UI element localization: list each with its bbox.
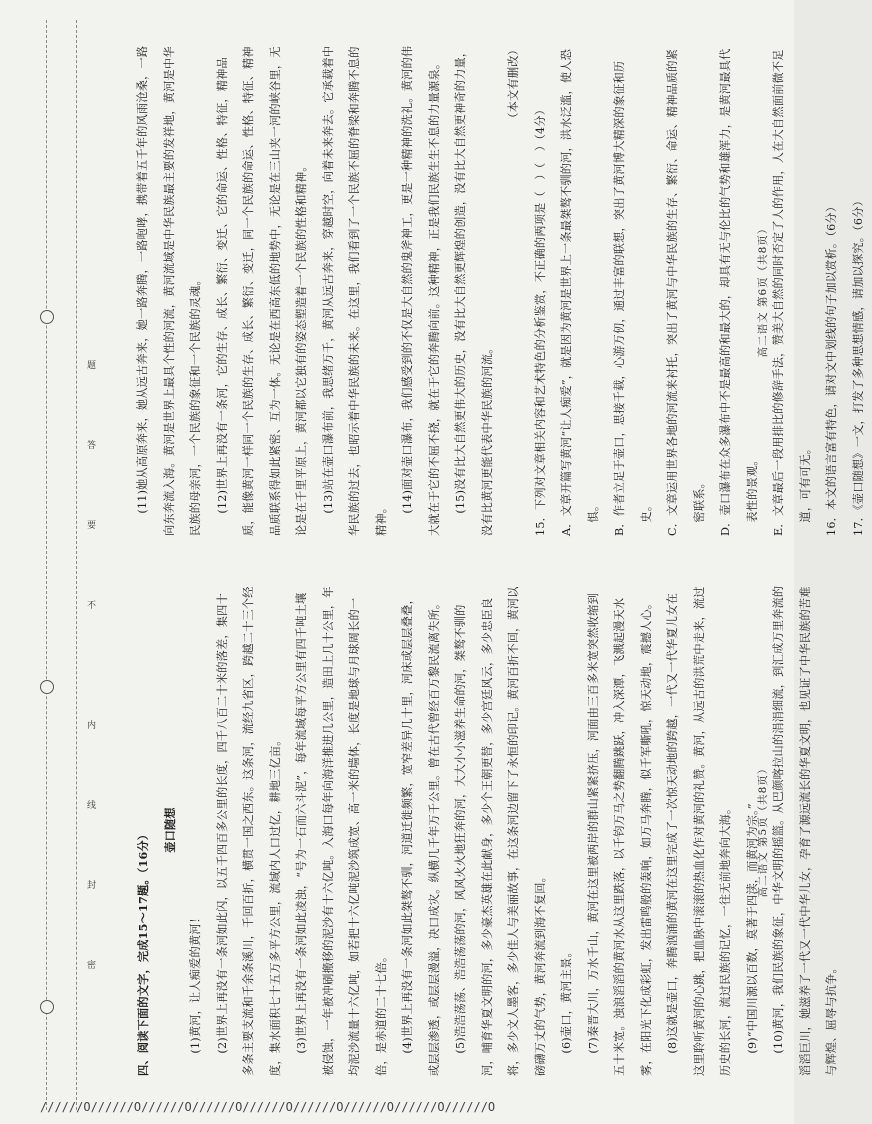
- option-c: C．文章运用世界各地的河流来衬托，突出了黄河与中华民族的生存、繁衍、命运、精神品质的紧密联系。: [666, 48, 706, 536]
- page-5: [120, 570, 838, 1090]
- binding-label: 密: [85, 960, 95, 971]
- paragraph: (10)黄河，我们民族的象征，中华文明的摇篮。从巴颜喀拉山的涓涓细流，到汇成万里奔流的滔滔巨川，她滋养了一代又一代中华儿女，孕育了源远流长的华夏文明，也见证了中华民族的苦难与辉煌、屈辱与抗争。: [772, 585, 838, 1076]
- article-title: 壶口随想: [162, 807, 177, 853]
- paragraph: (4)世界上再没有一条河如此桀骜不驯，河道迁徙频繁，宽窄差异几十里，河床或层层叠叠，或层层渗透，或层层漫溢，决口成灾。纵横几千年万千公里。曾在古代曾经百万黎民流离失所。: [401, 593, 441, 1076]
- paragraph: (8)这就是壶口，奔腾汹涌的黄河在这里完成了一次惊天动地的跨越，一代又一代华夏儿女在这里聆听黄河的心跳，把血脉中滚滚的热血化作对黄河的礼赞。黄河，从远古的洪荒中走来，流过历史的长河，流过民族的记忆，一往无前地奔向大海。: [666, 586, 732, 1076]
- paragraph: (5)浩浩荡荡、浩浩荡荡的河，风风火火地狂奔的河，大大小小滋养生命的河，桀骜不驯的河，哺育华夏文明的河，多少豪杰英雄在此献身，多少个王朝更替，多少宫廷风云，多少忠臣良将，多少文人墨客，多少佳人与美丽故事，在这条河边留下了永恒的印记。黄河百折不回，黄河以磅礴万丈的气势，黄河奔流到海不复回。: [454, 586, 547, 1076]
- paragraph: (9)“中国川源以百数，莫著于四渎，而黄河为宗。”: [745, 803, 759, 1054]
- binding-slashes: //////O//////O//////O//////O//////O//////O//////O//////O//////O: [40, 1100, 496, 1114]
- paragraph: (3)世界上再没有一条河如此凌浊，“号为一石而六斗泥”，每年流域每平方公里有四千吨土壤被侵蚀，一年被冲刷搬移的泥沙有十六亿吨。入海口每年向海洋推进几公里，造田上几十公里，年均泥沙流量十六亿吨，如若把十六亿吨泥沙筑成宽、高一米的墙体，长度是地球与月球周长的一倍，是赤道的二十七倍。: [295, 586, 388, 1076]
- option-a: A．文章开篇写黄河“让人痴爱”，就是因为黄河是世界上一条最桀骜不驯的河，洪水泛滥，使人恐惧。: [560, 48, 600, 536]
- section-heading: 四、阅读下面的文字，完成15～17题。（16分）: [136, 828, 150, 1076]
- binding-label: 封: [85, 880, 95, 891]
- option-b: B．作者立足于壶口，思接千载，心游万仞，通过丰富的联想，突出了黄河博大精深的象征和历史。: [613, 60, 653, 536]
- question-16: 16．本文的语言富有特色，请对文中划线的句子加以赏析。（6分）: [825, 200, 838, 536]
- paragraph: (6)壶口，黄河主景。: [560, 946, 573, 1054]
- paragraph: (12)世界上再没有一条河，它的生存、成长、繁衍、变迁、它的命运、性格、特征，精神品质，能像黄河一样同一个民族的生存、成长、繁衍、变迁，同一个民族的命运、性格、特征、精神品质联系得如此紧密、互为一体。无论是在西高东低的地势中，无论是在三山夹一河的峡谷里，无论是在千里平原上，黄河都以它独有的姿态塑造着一个民族的性格和精神。: [215, 46, 308, 536]
- option-e: E．文章最后一段用排比的修辞手法，赞美大自然的同时否定了人的作用，人在大自然面前微不足道，可有可无。: [772, 49, 812, 536]
- page-6: [120, 30, 865, 550]
- binding-label: 内: [85, 720, 95, 731]
- paragraph: (1)黄河，让人痴爱的黄河！: [189, 911, 202, 1054]
- page-spread: [120, 20, 865, 1110]
- question-17: 17．《壶口随想》一文，打发了多种思想情感，请加以探究。（6分）: [851, 195, 865, 536]
- paragraph: (7)秦晋大川，万水千山，黄河在这里被两岸的群山紧紧挤压，河面由三百多米宽突然收缩到五十米宽。浊浪滔滔的黄河水从这里跌落，以千钧万马之势翻腾跳跃，冲入深潭，飞溅起漫天水雾，在阳光下化成彩虹，发出雷鸣般的轰响，如万马奔腾，似千军嘶吼，惊天动地，震撼人心。: [586, 593, 653, 1076]
- source-note: （本文有删改）: [507, 44, 520, 124]
- binding-label: 线: [85, 800, 95, 811]
- page-footer: 高二语文 第6页（共8页）: [756, 222, 769, 358]
- paragraph: (14)面对壶口瀑布，我们感受到的不仅是大自然的鬼斧神工，更是一种精神的洗礼。黄河的伟大就在于它的不屈不挠，就在于它的奔腾向前。这种精神，正是我们民族生生不息的力量源泉。: [401, 45, 441, 536]
- binding-label: 要: [85, 520, 95, 531]
- paragraph: (11)她从高原奔来，她从远古奔来，她一路奔腾，一路咆哮，携带着五千年的风雨沧桑，一路向东奔流入海。黄河是世界上最具个性的河流，黄河流域是中华民族最主要的发祥地，黄河是中华民族的母亲河，一个民族的象征和一个民族的灵魂。: [136, 45, 202, 536]
- page-footer: 高二语文 第5页（共8页）: [756, 762, 769, 898]
- paragraph: (15)没有比大自然更伟大的历史，没有比大自然更辉煌的创造，没有比大自然更神奇的力量，没有比黄河更能代表中华民族的河流。: [454, 45, 494, 536]
- binding-hole: [40, 1000, 54, 1014]
- binding-label: 题: [85, 360, 95, 371]
- binding-hole: [40, 310, 54, 324]
- binding-line: [46, 20, 47, 1110]
- binding-hole: [40, 680, 54, 694]
- paragraph: (2)世界上再没有一条河如此闪，以五千四百多公里的长度，四千八百二十米的落差，集四十多条主要支流和千余条溪川，千回百折，横贯一国之西东。这条河，流经九省区，跨越二十三个经度，集水面积七十五万多平方公里，流域内人口过亿，耕地三亿亩。: [215, 586, 282, 1076]
- binding-label: 不: [85, 600, 95, 611]
- rotated-content: [120, 20, 865, 1110]
- paragraph: (13)站在壶口瀑布前，我思绪万千，黄河从远古奔来，穿越时空，向着未来奔去。它承载着中华民族的过去，也昭示着中华民族的未来。在这里，我们看到了一个民族不屈的脊梁和奔腾不息的精神。: [321, 45, 388, 536]
- binding-label: 答: [85, 440, 95, 451]
- option-d: D．壶口瀑布在众多瀑布中不是最高的和最大的，却具有无与伦比的气势和雄浑力，是黄河最具代表性的景观。: [719, 48, 759, 536]
- question-15: 15．下列对文章相关内容和艺术特色的分析鉴赏，不正确的两项是（ ）（ ）（4分）: [533, 103, 547, 536]
- binding-line: [76, 20, 77, 1110]
